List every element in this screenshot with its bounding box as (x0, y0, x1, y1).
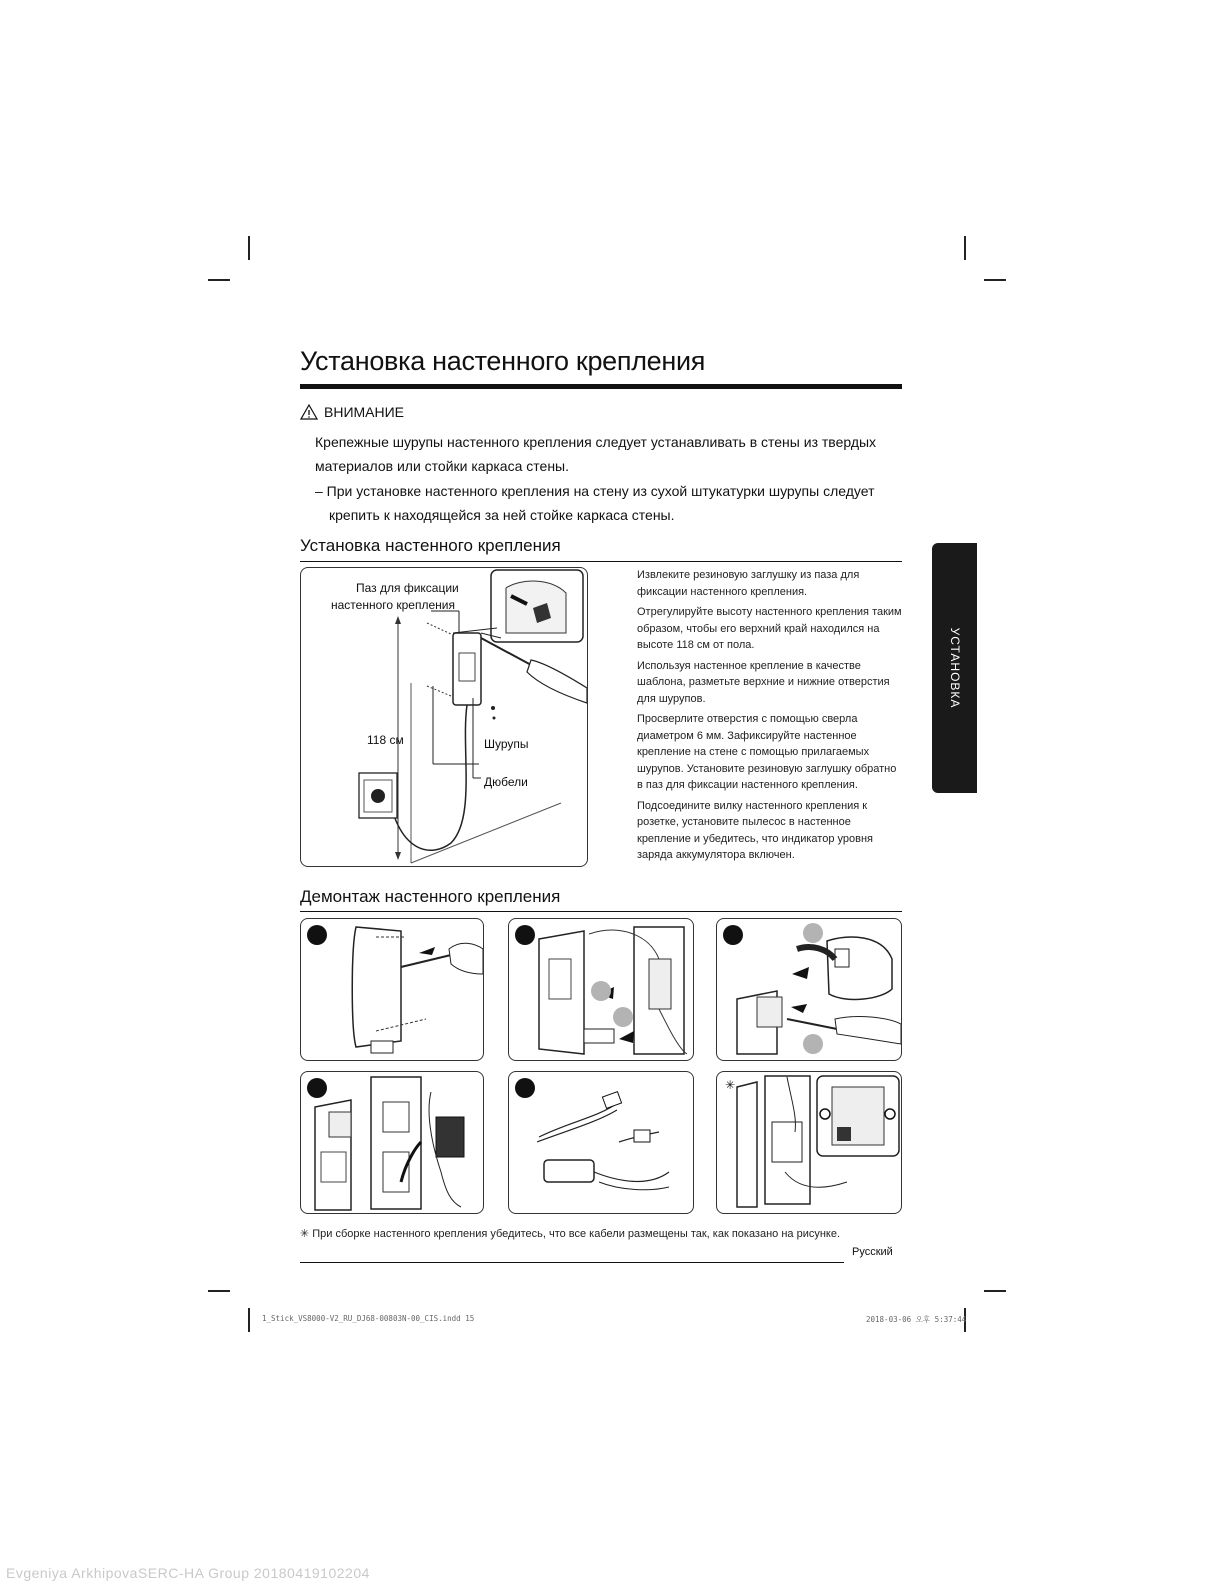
cable-note-mark: ✳ (725, 1078, 736, 1092)
install-steps (637, 567, 905, 868)
install-step: Подсоедините вилку настенного крепления к розетке, установите пылесос в настенное крепление и убедитесь, что индикатор уровня заряда аккумулятора включен. (637, 799, 873, 861)
section-rule (300, 911, 902, 912)
crop-mark (984, 279, 1006, 281)
removal-step-3 (716, 918, 902, 1061)
watermark: Evgeniya ArkhipovaSERC-HA Group 20180419102204 (6, 1565, 370, 1581)
sub-step-badge (803, 1034, 823, 1054)
removal-step-5 (508, 1071, 694, 1214)
removal-step-4 (300, 1071, 484, 1214)
step-number-badge (723, 925, 743, 945)
page-title: Установка настенного крепления (300, 346, 706, 376)
crop-mark (248, 236, 250, 260)
dowels-label: Дюбели (484, 775, 528, 789)
slot-label-1: Паз для фиксации (356, 581, 459, 595)
section-rule (300, 561, 902, 562)
caution-text-2: материалов или стойки каркаса стены. (315, 458, 569, 474)
step-number-badge (307, 1078, 327, 1098)
sub-step-badge (803, 923, 823, 943)
section-title-remove: Демонтаж настенного крепления (300, 887, 561, 906)
install-step: Извлеките резиновую заглушку из паза для фиксации настенного крепления. (637, 569, 860, 598)
install-step: Отрегулируйте высоту настенного крепления таким образом, чтобы его верхний край находился на высоте 118 см от пола. (637, 606, 902, 651)
crop-mark (984, 1290, 1006, 1292)
side-tab-label: УСТАНОВКА (947, 627, 962, 709)
removal-step-1 (300, 918, 484, 1061)
slot-label-2: настенного крепления (331, 598, 455, 612)
assembly-note: ✳ При сборке настенного крепления убедитесь, что все кабели размещены так, как показано на рисунке. (300, 1228, 841, 1240)
step-number-badge (515, 925, 535, 945)
crop-mark (208, 1290, 230, 1292)
install-step: Просверлите отверстия с помощью сверла диаметром 6 мм. Зафиксируйте настенное крепление на стене с помощью прилагаемых шурупов. Установите резиновую заглушку обратно в паз для фиксации настенного крепления. (637, 713, 897, 791)
language-label: Русский (852, 1246, 893, 1258)
sub-step-badge (613, 1007, 633, 1027)
sub-step-badge (591, 981, 611, 1001)
side-tab (932, 543, 977, 793)
caution-dash-1: – При установке настенного крепления на стену из сухой штукатурки шурупы следует (315, 483, 875, 499)
removal-step-2 (508, 918, 694, 1061)
crop-mark (208, 279, 230, 281)
install-illustration (301, 568, 587, 866)
crop-mark (964, 236, 966, 260)
title-rule (300, 384, 902, 389)
caution-text-1: Крепежные шурупы настенного крепления следует устанавливать в стены из твердых (315, 434, 877, 450)
warning-icon (300, 404, 318, 420)
install-figure (300, 567, 588, 867)
date-meta: 2018-03-06 오후 5:37:44 (866, 1315, 967, 1324)
file-meta: 1_Stick_VS8000-V2_RU_DJ68-00803N-00_CIS.indd 15 (262, 1314, 475, 1323)
cable-layout-figure (716, 1071, 902, 1214)
caution-dash-2: крепить к находящейся за ней стойке каркаса стены. (329, 507, 675, 523)
screws-label: Шурупы (484, 737, 529, 751)
step-number-badge (307, 925, 327, 945)
crop-mark (248, 1308, 250, 1332)
height-label: 118 см (367, 733, 404, 747)
caution-label: ВНИМАНИЕ (324, 404, 405, 420)
step-number-badge (515, 1078, 535, 1098)
caution-heading (300, 404, 404, 420)
footer-rule (300, 1262, 844, 1263)
install-step: Используя настенное крепление в качестве шаблона, разметьте верхние и нижние отверстия для шурупов. (637, 659, 890, 705)
section-title-install: Установка настенного крепления (300, 536, 561, 555)
